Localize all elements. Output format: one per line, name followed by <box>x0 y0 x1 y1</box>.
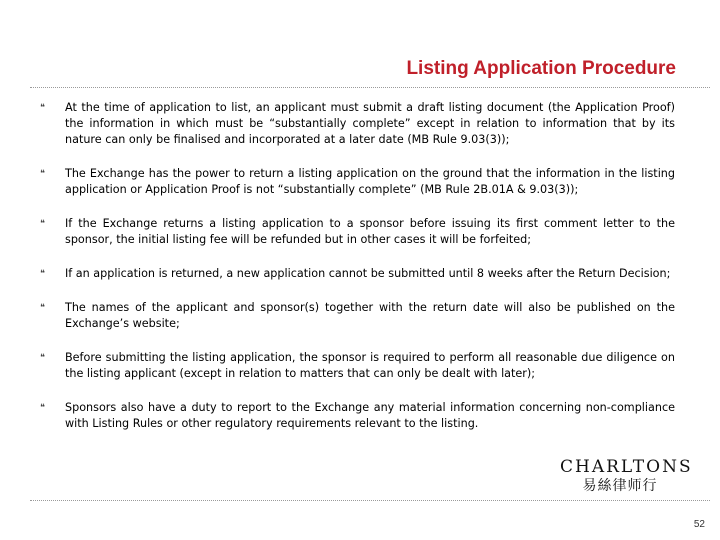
bullet-item <box>40 266 675 282</box>
logo-english-text: CHARLTONS <box>560 457 693 477</box>
quote-bullet-icon: ❝ <box>40 269 45 279</box>
bullet-item <box>40 350 675 382</box>
quote-bullet-icon: ❝ <box>40 303 45 313</box>
bullet-item <box>40 400 675 432</box>
bullet-text: The Exchange has the power to return a listing application on the ground that the information in the listing application or Application Proof is not “substantially complete” (MB Rule 2B.01A & 9.03(3)); <box>65 167 675 196</box>
page-number: 52 <box>693 519 705 530</box>
slide-title: Listing Application Procedure <box>406 58 676 79</box>
quote-bullet-icon: ❝ <box>40 169 45 179</box>
charltons-logo <box>560 457 693 495</box>
bullet-list <box>40 100 675 450</box>
bullet-item <box>40 166 675 198</box>
quote-bullet-icon: ❝ <box>40 219 45 229</box>
bullet-text: If the Exchange returns a listing application to a sponsor before issuing its first comment letter to the sponsor, the initial listing fee will be refunded but in other cases it will be forfeited; <box>65 217 675 246</box>
quote-bullet-icon: ❝ <box>40 353 45 363</box>
logo-chinese-text: 易絲律师行 <box>582 478 658 494</box>
bullet-item <box>40 100 675 148</box>
bullet-text: Before submitting the listing application, the sponsor is required to perform all reasonable due diligence on the listing applicant (except in relation to matters that can only be dealt with later); <box>65 351 675 380</box>
top-divider <box>30 87 710 88</box>
bottom-divider <box>30 500 710 501</box>
bullet-text: The names of the applicant and sponsor(s) together with the return date will also be published on the Exchange’s website; <box>65 301 675 330</box>
bullet-text: If an application is returned, a new application cannot be submitted until 8 weeks after the Return Decision; <box>65 267 671 280</box>
bullet-item <box>40 216 675 248</box>
bullet-text: Sponsors also have a duty to report to the Exchange any material information concerning non-compliance with Listing Rules or other regulatory requirements relevant to the listing. <box>65 401 675 430</box>
bullet-item <box>40 300 675 332</box>
quote-bullet-icon: ❝ <box>40 103 45 113</box>
bullet-text: At the time of application to list, an applicant must submit a draft listing document (the Application Proof) the information in which must be “substantially complete” except in relation to information that by its nature can only be finalised and incorporated at a later date (MB Rule 9.03(3)); <box>65 101 675 146</box>
quote-bullet-icon: ❝ <box>40 403 45 413</box>
